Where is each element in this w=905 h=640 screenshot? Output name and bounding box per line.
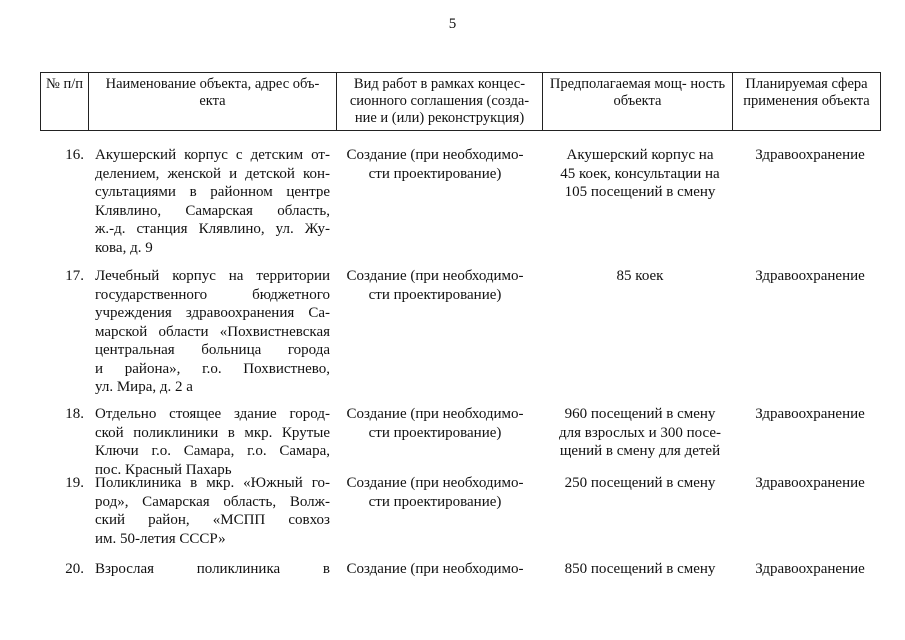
- work-type: Создание (при необходимо- сти проектирование): [346, 406, 524, 441]
- header-num: № п/п: [41, 73, 89, 131]
- object-name: Лечебный корпус на территории государственного бюджетного учреждения здравоохранения Са- марской области «Похвистневская центральная больница города и района», г.о. Похвистнево, ул. Мира, д. 2 а: [95, 268, 330, 395]
- header-capacity: Предполагаемая мощ- ность объекта: [543, 73, 733, 131]
- work-type: Создание (при необходимо-: [346, 561, 524, 577]
- work-type: Создание (при необходимо- сти проектирование): [346, 268, 524, 303]
- page-number: 5: [448, 16, 457, 32]
- row-number: 16.: [65, 147, 84, 163]
- object-name: Взрослая поликлиника в: [95, 561, 330, 577]
- sphere: Здравоохранение: [755, 147, 865, 163]
- object-name: Акушерский корпус с детским от- делением, женской и детской кон- сультациями в районном центре Клявлино, Самарская область, ж.-д. станция Клявлино, ул. Жу- кова, д. 9: [95, 147, 330, 256]
- capacity: 250 посещений в смену: [564, 475, 716, 491]
- table-header: [40, 72, 881, 131]
- capacity: 85 коек: [616, 268, 664, 284]
- sphere: Здравоохранение: [755, 406, 865, 422]
- header-work: Вид работ в рамках концес- сионного соглашения (созда- ние и (или) реконструкция): [337, 73, 543, 131]
- sphere: Здравоохранение: [755, 561, 865, 577]
- row-number: 17.: [65, 268, 84, 284]
- capacity: Акушерский корпус на 45 коек, консультации на 105 посещений в смену: [560, 147, 720, 200]
- row-number: 19.: [65, 475, 84, 491]
- sphere: Здравоохранение: [755, 268, 865, 284]
- sphere: Здравоохранение: [755, 475, 865, 491]
- header-sphere: Планируемая сфера применения объекта: [733, 73, 881, 131]
- object-name: Отдельно стоящее здание город- ской поликлиники в мкр. Крутые Ключи г.о. Самара, г.о. Самара, пос. Красный Пахарь: [95, 406, 330, 478]
- row-number: 20.: [65, 561, 84, 577]
- row-number: 18.: [65, 406, 84, 422]
- object-name: Поликлиника в мкр. «Южный го- род», Самарская область, Волж- ский район, «МСПП совхоз им. 50-летия СССР»: [95, 475, 330, 547]
- work-type: Создание (при необходимо- сти проектирование): [346, 475, 524, 510]
- header-name: Наименование объекта, адрес объ- екта: [89, 73, 337, 131]
- work-type: Создание (при необходимо- сти проектирование): [346, 147, 524, 182]
- capacity: 850 посещений в смену: [564, 561, 716, 577]
- capacity: 960 посещений в смену для взрослых и 300 посе- щений в смену для детей: [558, 406, 722, 459]
